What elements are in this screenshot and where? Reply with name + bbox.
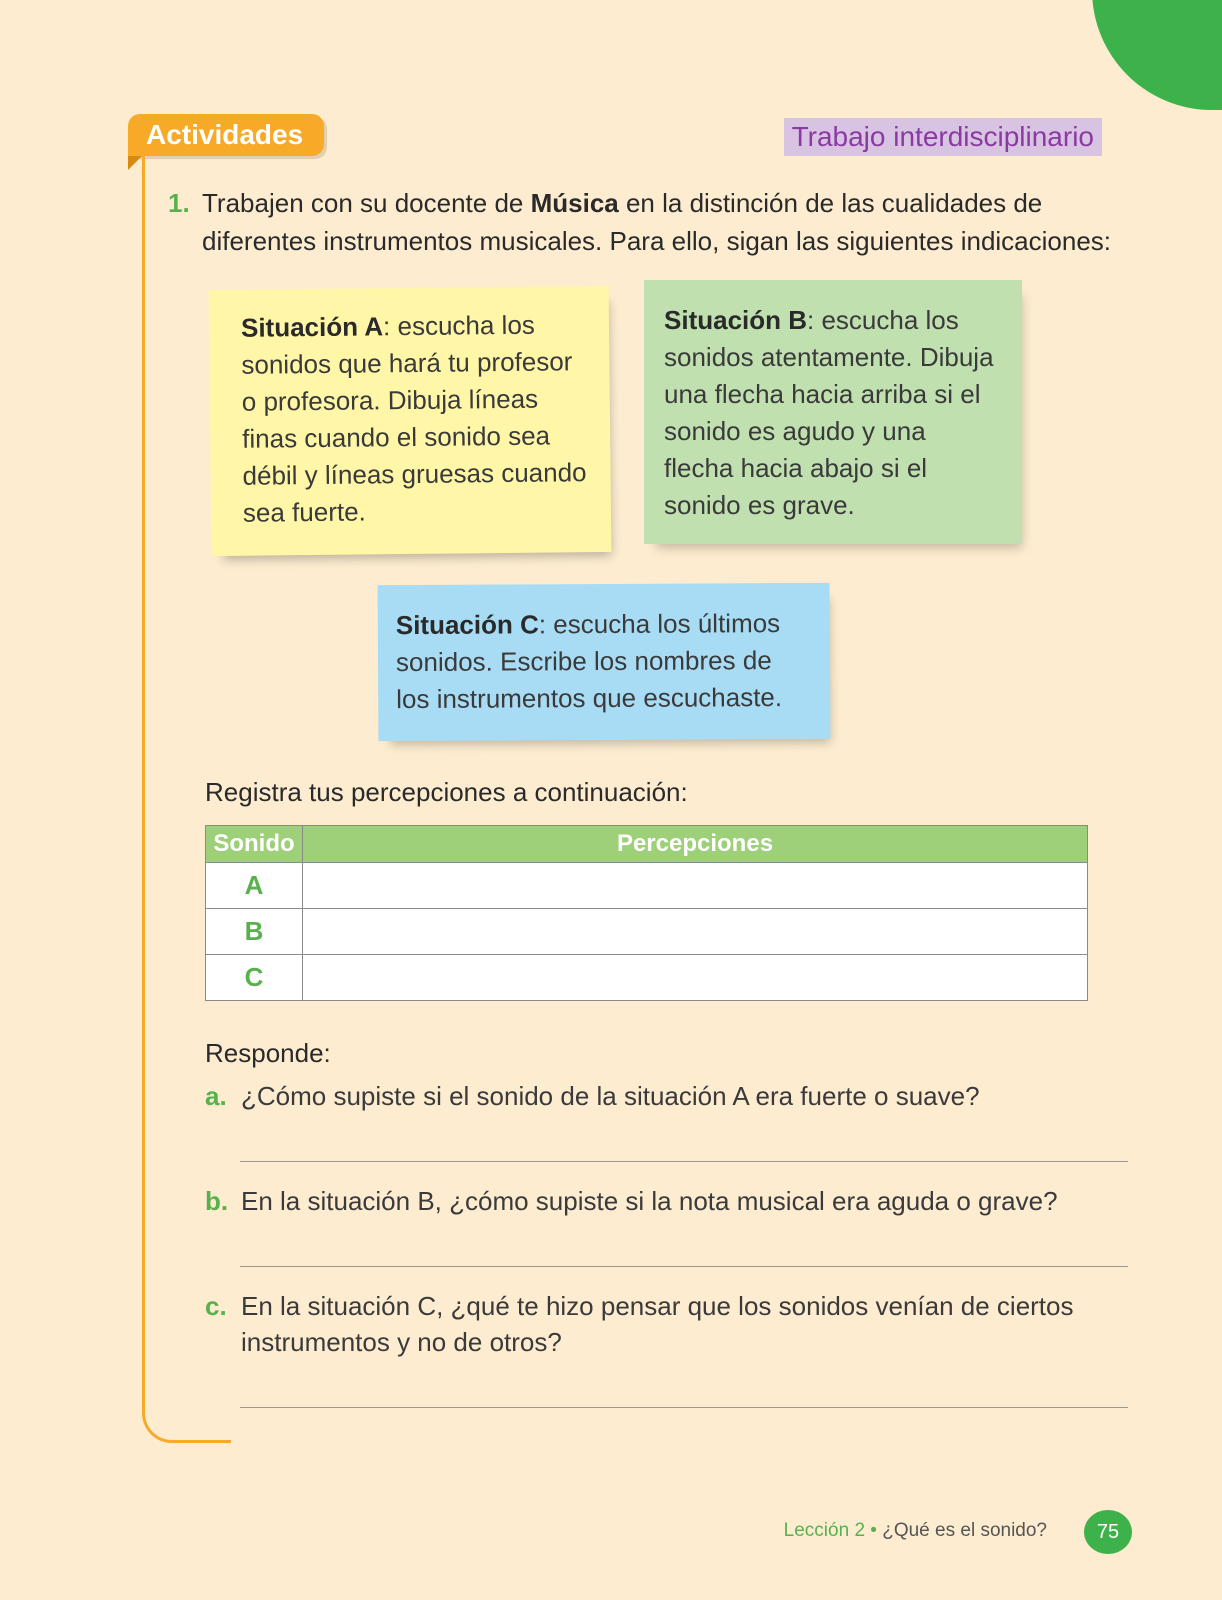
footer-separator: •	[865, 1520, 883, 1541]
question-1	[168, 184, 1128, 260]
note-c-title: Situación C	[395, 609, 539, 641]
perception-cell-b[interactable]	[303, 909, 1088, 955]
register-prompt: Registra tus percepciones a continuación:	[205, 777, 688, 807]
note-b-title: Situación B	[664, 305, 808, 335]
table-header-row	[206, 826, 1088, 863]
answer-line-b[interactable]	[240, 1266, 1128, 1267]
question-a-letter: a.	[205, 1081, 227, 1111]
note-a-text: : escucha los sonidos que hará tu profesor o profesora. Dibuja líneas finas cuando el sonido sea débil y líneas gruesas cuando sea fuerte.	[241, 309, 587, 528]
note-a-title: Situación A	[240, 311, 384, 343]
question-b-letter: b.	[205, 1186, 229, 1216]
corner-decoration	[1092, 0, 1222, 110]
note-c-text: : escucha los últimos sonidos. Escribe los nombres de los instrumentos que escuchaste.	[395, 608, 783, 715]
note-b-text: : escucha los sonidos atentamente. Dibuja una flecha hacia arriba si el sonido es agudo y una flecha hacia abajo si el sonido es grave.	[664, 305, 994, 520]
row-label-b: B	[206, 909, 303, 955]
question-c-text: En la situación C, ¿qué te hizo pensar que los sonidos venían de ciertos instrumentos y no de otros?	[241, 1291, 1074, 1357]
responde-label: Responde:	[205, 1038, 331, 1068]
row-label-a: A	[206, 863, 303, 909]
page-footer	[784, 1520, 1047, 1542]
question-c-letter: c.	[205, 1291, 227, 1321]
sticky-note-a	[209, 286, 612, 556]
sticky-note-b	[644, 280, 1022, 544]
lesson-label: Lección 2	[783, 1520, 866, 1541]
perception-cell-a[interactable]	[303, 863, 1088, 909]
answer-line-a[interactable]	[240, 1161, 1128, 1162]
answer-line-c[interactable]	[240, 1407, 1128, 1408]
header-sonido: Sonido	[206, 826, 303, 863]
page-number: 75	[1084, 1510, 1132, 1554]
activities-tab: Actividades	[128, 114, 324, 156]
interdisciplinary-label: Trabajo interdisciplinario	[784, 118, 1102, 156]
question-b	[205, 1183, 1125, 1219]
table-row	[206, 909, 1088, 955]
perception-cell-c[interactable]	[303, 955, 1088, 1001]
question-a-text: ¿Cómo supiste si el sonido de la situación A era fuerte o suave?	[241, 1081, 980, 1111]
table-row	[206, 955, 1088, 1001]
tab-notch	[128, 156, 142, 170]
lesson-topic: ¿Qué es el sonido?	[882, 1520, 1047, 1541]
question-number: 1.	[168, 188, 190, 218]
question-c	[205, 1288, 1125, 1360]
row-label-c: C	[206, 955, 303, 1001]
sticky-note-c	[378, 583, 831, 741]
perceptions-table	[205, 825, 1088, 1001]
header-percepciones: Percepciones	[303, 826, 1088, 863]
question-text: Trabajen con su docente de Música en la distinción de las cualidades de diferentes instrumentos musicales. Para ello, sigan las siguientes indicaciones:	[202, 188, 1112, 256]
table-row	[206, 863, 1088, 909]
question-b-text: En la situación B, ¿cómo supiste si la nota musical era aguda o grave?	[241, 1186, 1058, 1216]
question-a	[205, 1078, 1125, 1114]
